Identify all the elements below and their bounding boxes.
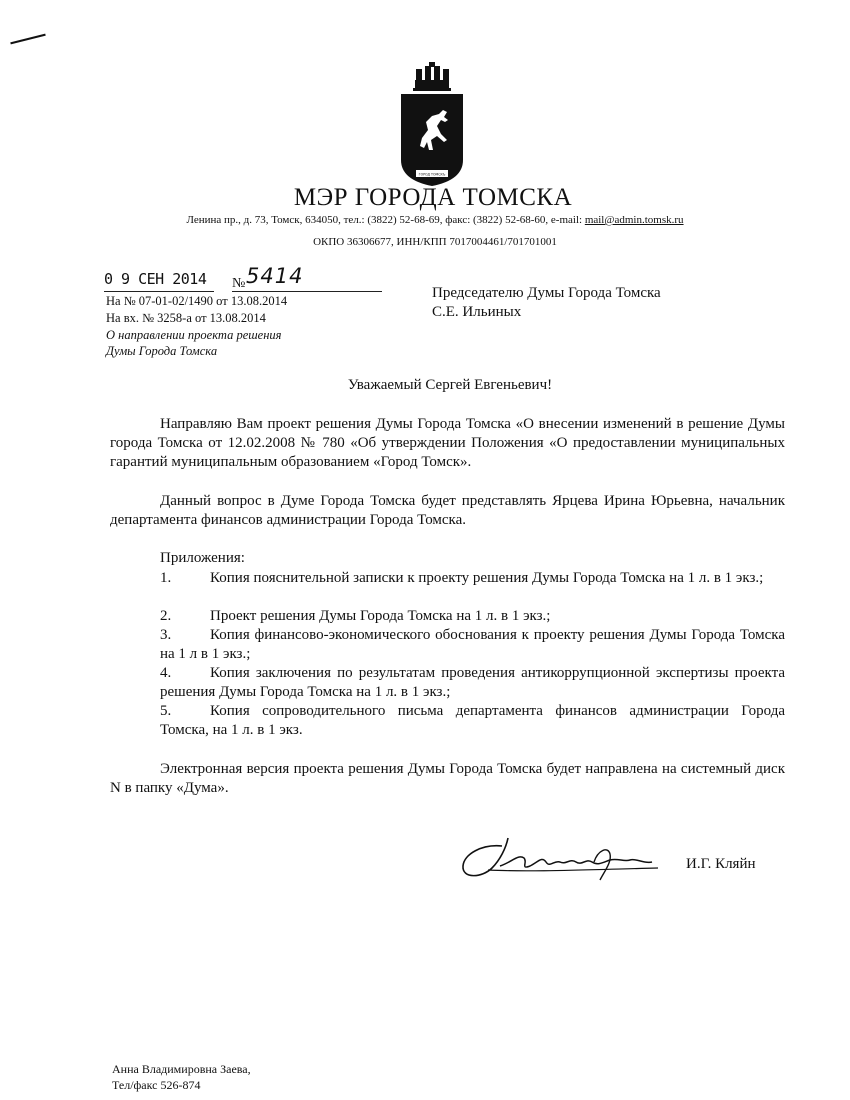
attachments-label: Приложения: bbox=[160, 550, 245, 566]
attachment-text: Копия сопроводительного письма департамента финансов администрации Города Томска, на 1 л. в 1 экз. bbox=[160, 703, 785, 738]
attachment-number: 4. bbox=[160, 665, 172, 681]
attachment-text: Копия финансово-экономического обоснования к проекту решения Думы Города Томска на 1 л в 1 экз.; bbox=[160, 627, 785, 662]
attachment-number: 2. bbox=[160, 608, 172, 624]
number-underline bbox=[232, 291, 382, 292]
attachment-item bbox=[160, 664, 785, 702]
outgoing-number: 5414 bbox=[246, 264, 304, 288]
attachment-item bbox=[160, 569, 785, 588]
margin-pen-mark bbox=[10, 34, 45, 45]
attachment-text: Копия пояснительной записки к проекту решения Думы Города Томска на 1 л. в 1 экз.; bbox=[210, 570, 764, 586]
attachment-item bbox=[160, 626, 785, 664]
date-underline bbox=[104, 291, 214, 292]
greeting: Уважаемый Сергей Евгеньевич! bbox=[347, 377, 553, 393]
attachment-number: 3. bbox=[160, 627, 172, 643]
attachment-text: Проект решения Думы Города Томска на 1 л. в 1 экз.; bbox=[210, 608, 551, 624]
reference-line: На вх. № 3258-а от 13.08.2014 bbox=[106, 311, 266, 325]
letterhead-address bbox=[0, 214, 850, 226]
contact-name: Анна Владимировна Заева, bbox=[112, 1062, 251, 1076]
body-paragraph: Данный вопрос в Думе Города Томска будет представлять Ярцева Ирина Юрьевна, начальник департамента финансов администрации Города Томска. bbox=[110, 493, 785, 528]
attachment-number: 1. bbox=[160, 570, 172, 586]
attachment-number: 5. bbox=[160, 703, 172, 719]
attachment-item bbox=[160, 607, 785, 626]
body-paragraph: Направляю Вам проект решения Думы Города Томска «О внесении изменений в решение Думы города Томска от 12.02.2008 № 780 «Об утверждении Положения «О предоставлении муниципальных гарантий муниципальным образованием «Город Томск». bbox=[110, 416, 785, 470]
outgoing-date-stamp: 0 9 СЕН 2014 bbox=[104, 270, 207, 288]
crown-icon bbox=[413, 62, 451, 91]
body-paragraph: Электронная версия проекта решения Думы Города Томска будет направлена на системный диск N в папку «Дума». bbox=[110, 761, 785, 796]
contact-phone: Тел/факс 526-874 bbox=[112, 1078, 201, 1092]
emblem-caption: ГОРОД ТОМСКЪ bbox=[418, 172, 446, 177]
subject-line: О направлении проекта решения bbox=[106, 328, 282, 342]
attachment-text: Копия заключения по результатам проведения антикоррупционной экспертизы проекта решения Думы Города Томска на 1 л. в 1 экз.; bbox=[160, 665, 785, 700]
letterhead-codes: ОКПО 36306677, ИНН/КПП 7017004461/701701001 bbox=[313, 236, 557, 248]
attachment-item bbox=[160, 702, 785, 740]
tomsk-coat-of-arms bbox=[395, 62, 469, 190]
subject-line: Думы Города Томска bbox=[106, 344, 218, 358]
signer-name: И.Г. Кляйн bbox=[686, 856, 756, 872]
letterhead-title: МЭР ГОРОДА ТОМСКА bbox=[293, 184, 573, 211]
address-text: Ленина пр., д. 73, Томск, 634050, тел.: (3822) 52-68-69, факс: (3822) 52-68-60, e-mail: bbox=[186, 214, 585, 226]
handwritten-signature bbox=[458, 832, 658, 890]
email-link[interactable]: mail@admin.tomsk.ru bbox=[584, 214, 684, 226]
addressee-name: С.Е. Ильиных bbox=[432, 304, 522, 320]
addressee-block bbox=[432, 284, 661, 322]
addressee-title: Председателю Думы Города Томска bbox=[432, 285, 661, 301]
reference-line: На № 07-01-02/1490 от 13.08.2014 bbox=[106, 294, 288, 308]
number-label: № bbox=[232, 276, 246, 291]
